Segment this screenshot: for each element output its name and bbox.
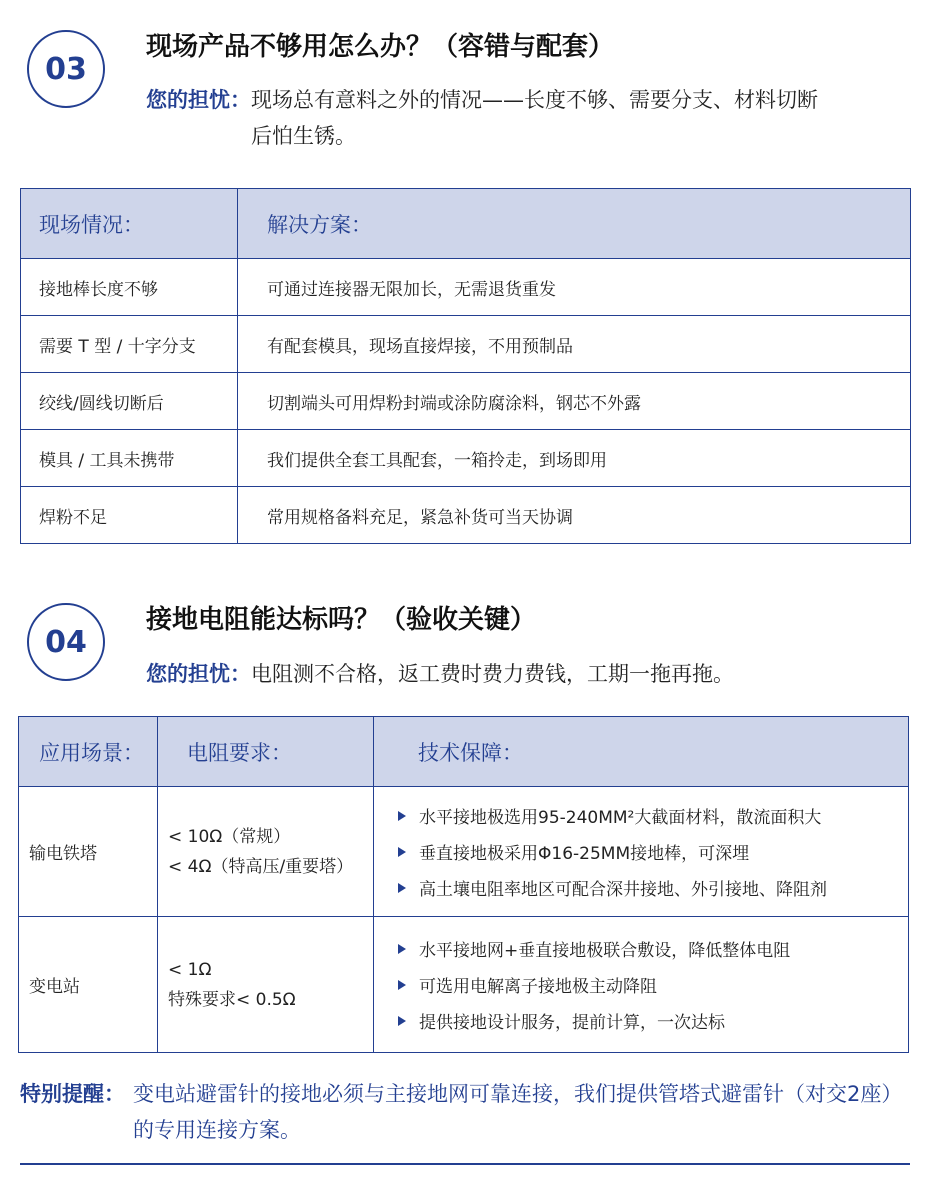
requirement-cell xyxy=(158,787,374,917)
table-row xyxy=(19,787,909,917)
situation-cell: 模具 / 工具未携带 xyxy=(21,430,238,487)
situation-cell: 需要 T 型 / 十字分支 xyxy=(21,316,238,373)
situation-cell: 焊粉不足 xyxy=(21,487,238,544)
table-row xyxy=(21,316,911,373)
reminder-label: 特别提醒： xyxy=(20,1082,125,1106)
table-row xyxy=(21,259,911,316)
tech-cell xyxy=(374,917,909,1053)
situation-cell: 接地棒长度不够 xyxy=(21,259,238,316)
section4-concern-label: 您的担忧： xyxy=(146,662,251,686)
situation-cell: 绞线/圆线切断后 xyxy=(21,373,238,430)
section4-title: 接地电阻能达标吗？（验收关键） xyxy=(146,605,537,635)
solution-cell: 有配套模具，现场直接焊接，不用预制品 xyxy=(238,316,911,373)
list-item xyxy=(398,931,908,967)
list-item xyxy=(398,798,908,834)
header-solution: 解决方案： xyxy=(238,189,911,259)
solution-cell: 常用规格备料充足，紧急补货可当天协调 xyxy=(238,487,911,544)
table-row xyxy=(19,917,909,1053)
table-header-row xyxy=(19,717,909,787)
requirement-line: 特殊要求< 0.5Ω xyxy=(168,989,296,1010)
triangle-bullet-icon xyxy=(398,847,406,857)
section4-concern xyxy=(146,656,906,692)
solution-cell: 我们提供全套工具配套，一箱拎走，到场即用 xyxy=(238,430,911,487)
scene-cell: 变电站 xyxy=(19,917,158,1053)
requirement-line: < 10Ω（常规） xyxy=(168,826,291,847)
list-item xyxy=(398,1003,908,1039)
tech-text: 可选用电解离子接地极主动降阻 xyxy=(419,977,657,997)
section4-number-badge: 04 xyxy=(27,603,105,681)
requirement-line: < 1Ω xyxy=(168,959,212,980)
tech-text: 水平接地网+垂直接地极联合敷设，降低整体电阻 xyxy=(419,941,791,961)
tech-text: 水平接地极选用95-240MM²大截面材料，散流面积大 xyxy=(419,808,822,828)
reminder-text: 变电站避雷针的接地必须与主接地网可靠连接，我们提供管塔式避雷针（对交2座）的专用连接方案。 xyxy=(133,1082,892,1142)
section4-table xyxy=(18,716,909,1053)
table-row xyxy=(21,430,911,487)
tech-text: 垂直接地极采用Φ16-25MM接地棒，可深埋 xyxy=(419,844,750,864)
triangle-bullet-icon xyxy=(398,1016,406,1026)
header-tech: 技术保障： xyxy=(374,717,909,787)
section3-number-badge: 03 xyxy=(27,30,105,108)
requirement-cell xyxy=(158,917,374,1053)
list-item xyxy=(398,834,908,870)
solution-cell: 可通过连接器无限加长，无需退货重发 xyxy=(238,259,911,316)
section3-concern-text: 现场总有意料之外的情况——长度不够、需要分支、材料切断后怕生锈。 xyxy=(251,88,818,148)
section3-concern-label: 您的担忧： xyxy=(146,88,251,112)
scene-cell: 输电铁塔 xyxy=(19,787,158,917)
header-requirement: 电阻要求： xyxy=(158,717,374,787)
section4-concern-text: 电阻测不合格，返工费时费力费钱，工期一拖再拖。 xyxy=(251,662,734,686)
table-row xyxy=(21,487,911,544)
header-situation: 现场情况： xyxy=(21,189,238,259)
section3-table xyxy=(20,188,911,544)
triangle-bullet-icon xyxy=(398,944,406,954)
tech-cell xyxy=(374,787,909,917)
section3-concern xyxy=(146,82,836,154)
list-item xyxy=(398,870,908,906)
header-scene: 应用场景： xyxy=(19,717,158,787)
table-header-row xyxy=(21,189,911,259)
bottom-divider xyxy=(20,1163,910,1165)
requirement-line: < 4Ω（特高压/重要塔） xyxy=(168,856,354,877)
section3-title: 现场产品不够用怎么办？（容错与配套） xyxy=(146,32,615,62)
triangle-bullet-icon xyxy=(398,883,406,893)
special-reminder xyxy=(20,1076,900,1148)
list-item xyxy=(398,967,908,1003)
solution-cell: 切割端头可用焊粉封端或涂防腐涂料，钢芯不外露 xyxy=(238,373,911,430)
table-row xyxy=(21,373,911,430)
tech-text: 提供接地设计服务，提前计算，一次达标 xyxy=(419,1013,725,1033)
triangle-bullet-icon xyxy=(398,811,406,821)
tech-text: 高土壤电阻率地区可配合深井接地、外引接地、降阻剂 xyxy=(419,880,827,900)
triangle-bullet-icon xyxy=(398,980,406,990)
